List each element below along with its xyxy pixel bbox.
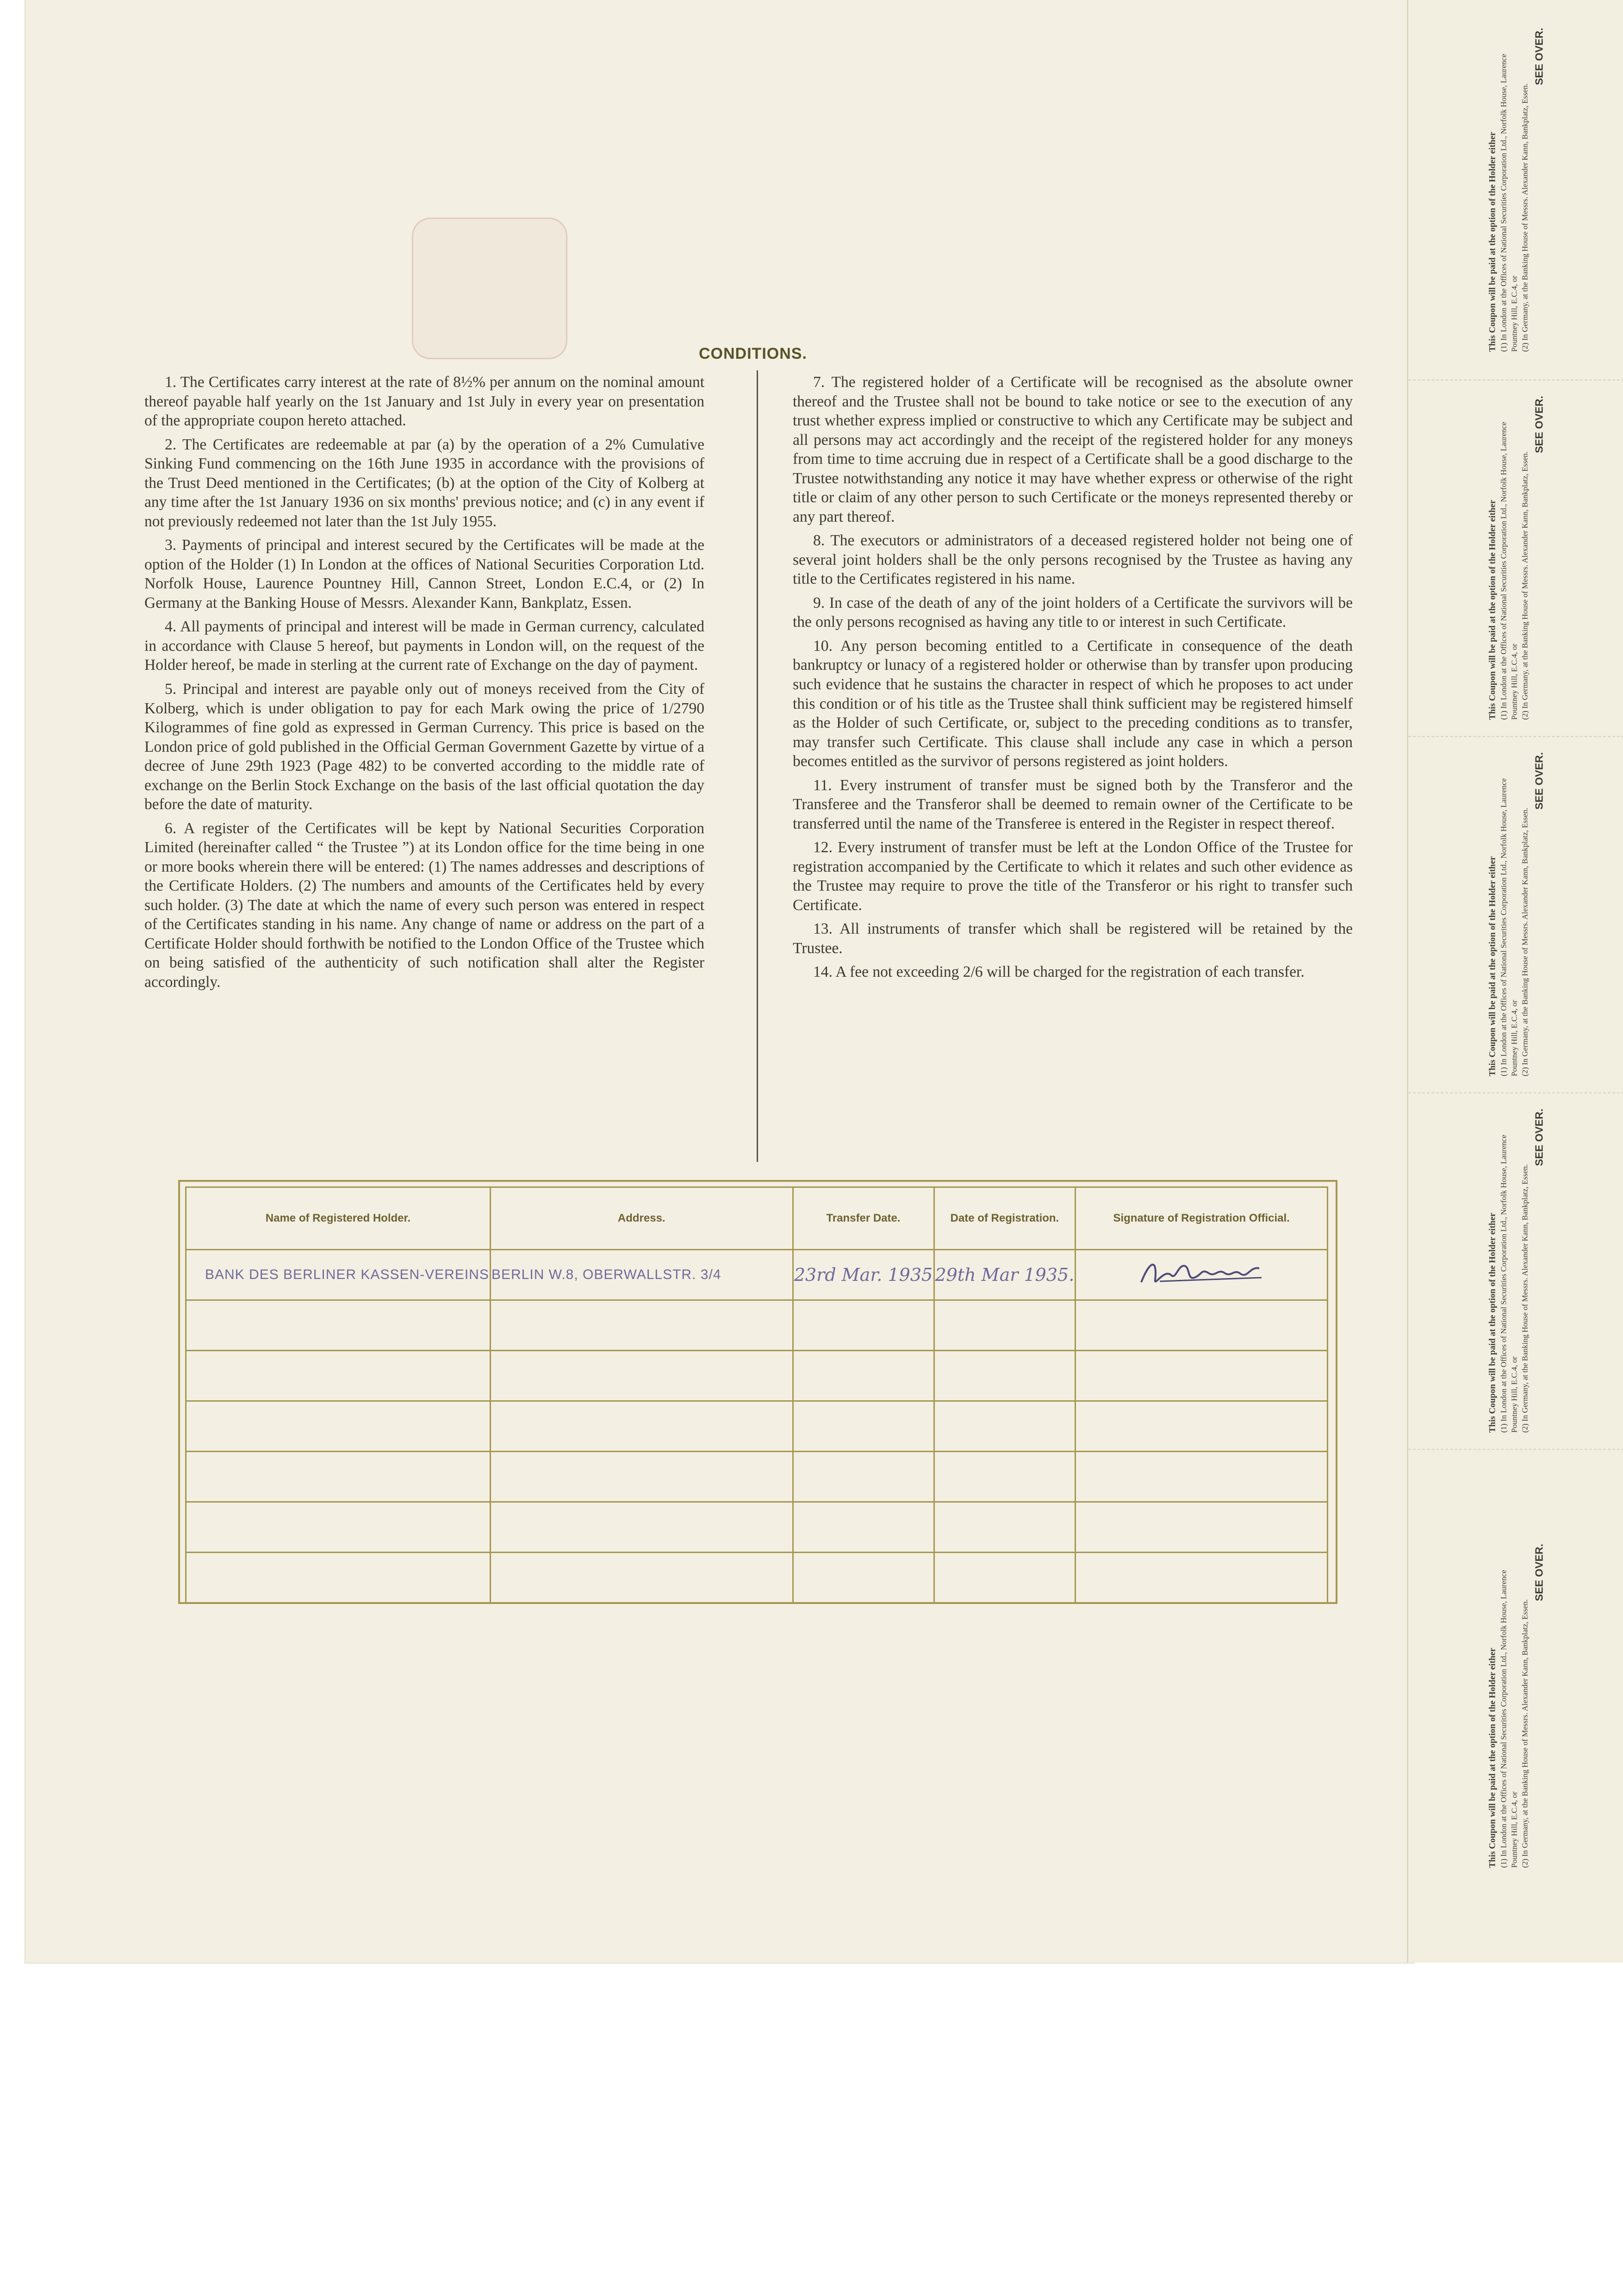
see-over-label: SEE OVER. [1533, 1544, 1545, 1601]
column-header: Address. [490, 1187, 793, 1250]
see-over-label: SEE OVER. [1533, 396, 1545, 453]
coupon-line: (2) In Germany, at the Banking House of Messrs. Alexander Kann, Bankplatz, Essen. [1520, 83, 1529, 352]
condition-paragraph: 5. Principal and interest are payable only out of moneys received from the City of Kolberg, which is under obligation to pay for each Mark owing the price of 1/2790 Kilogrammes of fine gold as expressed in German Currency. This price is based on the London price of gold published in the Official German Government Gazette by virtue of a decree of June 29th 1923 (Page 482) to be converted according to the middle rate of exchange on the Berlin Stock Exchange on the basis of the last official quotation the day before the date of maturity. [144, 680, 704, 813]
coupon-line: (1) In London at the Offices of National Securities Corporation Ltd., Norfolk House, Laurence Pountney Hill, E.C.4, or [1499, 54, 1518, 352]
official-signature [1076, 1250, 1328, 1300]
condition-paragraph: 6. A register of the Certificates will be kept by National Securities Corporation Limited (hereinafter called “ the Trustee ”) at its London office for the time being in one or more books wherein there will be entered: (1) The names addresses and descriptions of the Certificate Holders. (2) The numbers and amounts of the Certificates held by every such holder. (3) The date at which the name of every such person was entered in respect of the Certificates standing in his name. Any change of name or address on the part of a Certificate Holder should forthwith be notified to the London Office of the Trustee which on being satisfied of the authenticity of such notification shall alter the Register accordingly. [144, 819, 704, 991]
condition-paragraph: 4. All payments of principal and interest will be made in German currency, calculated in accordance with Clause 5 hereof, but payments in London will, on the request of the Holder hereof, be made in sterling at the current rate of Exchange on the day of payment. [144, 618, 704, 674]
coupon-line: This Coupon will be paid at the option of the Holder either [1487, 1212, 1497, 1433]
coupon-line: This Coupon will be paid at the option of the Holder either [1487, 131, 1497, 352]
conditions-right-column [793, 373, 1353, 986]
condition-paragraph: 1. The Certificates carry interest at the rate of 8½% per annum on the nominal amount thereof payable half yearly on the 1st January and 1st July in every year on presentation of the appropriate coupon hereto attached. [144, 374, 704, 430]
table-row [186, 1351, 1328, 1401]
column-header: Name of Registered Holder. [186, 1187, 491, 1250]
condition-paragraph: 2. The Certificates are redeemable at par (a) by the operation of a 2% Cumulative Sinking Fund commencing on the 16th June 1935 in accordance with the provisions of the Trust Deed mentioned in the Certificates; (b) at the option of the City of Kolberg at any time after the 1st January 1936 on six months' previous notice; and (c) in any event if not previously redeemed not later than the 1st July 1955. [144, 436, 704, 530]
condition-paragraph: 13. All instruments of transfer which shall be registered will be retained by the Trustee. [793, 920, 1353, 957]
transfer-register-table [185, 1186, 1328, 1603]
coupon [1408, 1449, 1623, 1963]
registration-date: 29th Mar 1935. [934, 1250, 1076, 1300]
column-header: Signature of Registration Official. [1076, 1187, 1328, 1250]
condition-paragraph: 9. In case of the death of any of the joint holders of a Certificate the survivors will be the only persons recognised as having any title to or interest in such Certificate. [793, 594, 1353, 631]
holder-name-stamp: BANK DES BERLINER KASSEN-VEREINS [186, 1250, 491, 1300]
transfer-date: 23rd Mar. 1935 [793, 1250, 934, 1300]
condition-paragraph: 11. Every instrument of transfer must be signed both by the Transferor and the Transferee and the Transferor shall be deemed to remain owner of the Certificate to be transferred until the name of the Transferee is entered in the Register in respect thereof. [793, 776, 1353, 832]
holder-address-stamp: BERLIN W.8, OBERWALLSTR. 3/4 [490, 1250, 793, 1300]
column-header: Date of Registration. [934, 1187, 1076, 1250]
coupon [1408, 0, 1623, 381]
coupon-line: This Coupon will be paid at the option of the Holder either [1487, 499, 1497, 720]
embossed-seal [412, 218, 567, 359]
condition-paragraph: 8. The executors or administrators of a deceased registered holder not being one of several joint holders shall be the only persons recognised by the Trustee as having any title to the Certificates registered in his name. [793, 532, 1353, 588]
coupon-strip [1407, 0, 1623, 1963]
column-divider [757, 370, 758, 1162]
coupon-line: (1) In London at the Offices of National Securities Corporation Ltd., Norfolk House, Laurence Pountney Hill, E.C.4, or [1499, 778, 1518, 1076]
condition-paragraph: 7. The registered holder of a Certificate will be recognised as the absolute owner thereof and the Trustee shall not be bound to take notice or see to the execution of any trust whether express implied or constructive to which any Certificate may be subject and all persons may act accordingly and the receipt of the registered holder for any moneys from time to time accruing due in respect of a Certificate shall be a good discharge to the Trustee notwithstanding any notice it may have whether express or otherwise of the right title or claim of any other person to such Certificate or the moneys represented thereby or any part thereof. [793, 374, 1353, 525]
signature-scribble [1132, 1254, 1271, 1292]
conditions-title: CONDITIONS. [699, 345, 807, 362]
coupon-line: This Coupon will be paid at the option of the Holder either [1487, 856, 1497, 1076]
table-row [186, 1452, 1328, 1502]
table-row [186, 1300, 1328, 1351]
table-row [186, 1401, 1328, 1452]
coupon-line: (1) In London at the Offices of National Securities Corporation Ltd., Norfolk House, Laurence Pountney Hill, E.C.4, or [1499, 422, 1518, 720]
coupon [1408, 1092, 1623, 1450]
condition-paragraph: 3. Payments of principal and interest secured by the Certificates will be made at the option of the Holder (1) In London at the offices of National Securities Corporation Ltd. Norfolk House, Laurence Pountney Hill, Cannon Street, London E.C.4, or (2) In Germany at the Banking House of Messrs. Alexander Kann, Bankplatz, Essen. [144, 537, 704, 611]
see-over-label: SEE OVER. [1533, 28, 1545, 85]
coupon [1408, 380, 1623, 737]
see-over-label: SEE OVER. [1533, 752, 1545, 810]
table-header-row [186, 1187, 1328, 1250]
coupon-line: (1) In London at the Offices of National Securities Corporation Ltd., Norfolk House, Laurence Pountney Hill, E.C.4, or [1499, 1135, 1518, 1433]
condition-paragraph: 10. Any person becoming entitled to a Certificate in consequence of the death bankruptcy or lunacy of a registered holder or otherwise than by transfer upon producing such evidence that he sustains the character in respect of which he proposes to act under this condition or of his title as the Trustee shall think sufficient may be registered himself as the Holder of such Certificate, or, subject to the preceding conditions as to transfer, may transfer such Certificate. This clause shall include any case in which a person becomes entitled as the survivor of persons registered as joint holders. [793, 637, 1353, 770]
conditions-left-column [144, 373, 704, 996]
coupon-line: (2) In Germany, at the Banking House of Messrs. Alexander Kann, Bankplatz, Essen. [1520, 807, 1529, 1076]
coupon-line: (2) In Germany, at the Banking House of Messrs. Alexander Kann, Bankplatz, Essen. [1520, 451, 1529, 720]
coupon [1408, 736, 1623, 1093]
table-row [186, 1553, 1328, 1603]
column-header: Transfer Date. [793, 1187, 934, 1250]
coupon-line: (2) In Germany, at the Banking House of Messrs. Alexander Kann, Bankplatz, Essen. [1520, 1599, 1529, 1868]
table-row [186, 1250, 1328, 1300]
coupon-line: (2) In Germany, at the Banking House of Messrs. Alexander Kann, Bankplatz, Essen. [1520, 1164, 1529, 1433]
see-over-label: SEE OVER. [1533, 1109, 1545, 1166]
condition-paragraph: 14. A fee not exceeding 2/6 will be charged for the registration of each transfer. [813, 963, 1305, 981]
coupon-line: (1) In London at the Offices of National Securities Corporation Ltd., Norfolk House, Laurence Pountney Hill, E.C.4, or [1499, 1570, 1518, 1868]
coupon-line: This Coupon will be paid at the option of the Holder either [1487, 1647, 1497, 1868]
table-row [186, 1502, 1328, 1553]
condition-paragraph: 12. Every instrument of transfer must be left at the London Office of the Trustee for registration accompanied by the Certificate to which it relates and such other evidence as the Trustee may require to prove the title of the Transferor or his right to transfer such Certificate. [793, 839, 1353, 914]
